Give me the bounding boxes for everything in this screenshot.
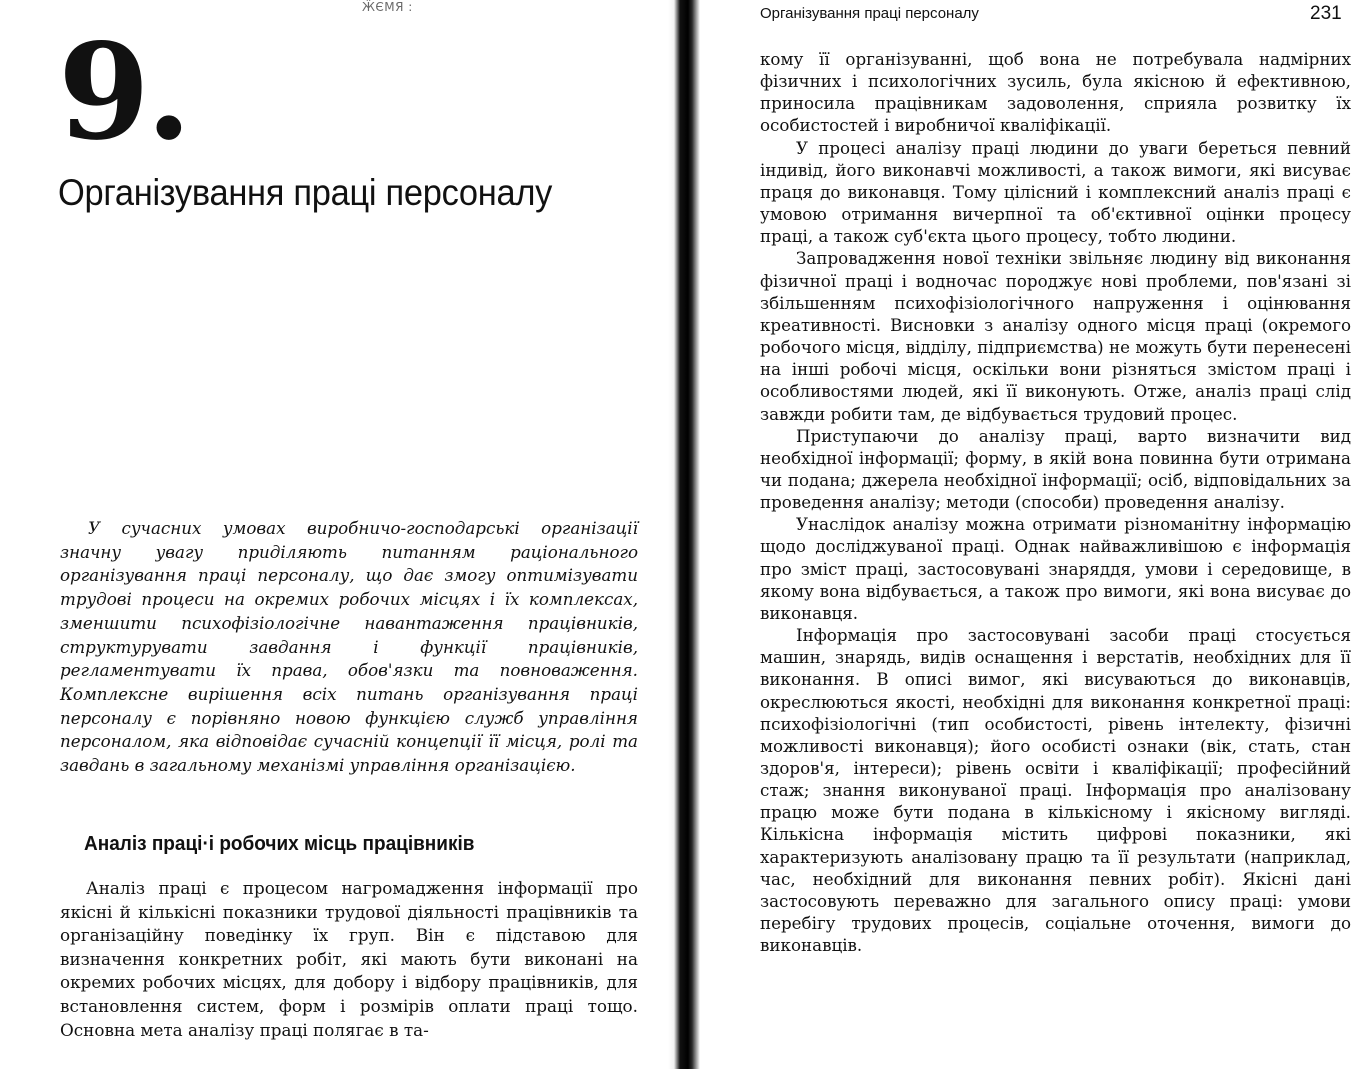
- header-stamp: ӜЄМЯ :: [362, 0, 413, 14]
- chapter-number: 9.: [58, 15, 188, 170]
- paragraph-4: Приступаючи до аналізу праці, варто визначити вид необхідної інформації; форму, в якій вона повинна бути отримана чи подана; джерела необхідної інформації; осіб, відповідальних за проведення аналізу; методи (способи) проведення аналізу.: [760, 425, 1351, 513]
- paragraph-1: кому її організуванні, щоб вона не потребувала надмірних фізичних і психологічних зусиль, була якісною й ефективною, приносила працівникам задоволення, сприяла розвитку їх особистостей і виробничої кваліфікації.: [760, 49, 1351, 136]
- paragraph-6: Інформація про застосовувані засоби праці стосується машин, знарядь, видів оснащення і верстатів, необхідних для її виконання. В описі вимог, які висуваються до виконавців, окреслюються якості, необхідні для виконання конкретної праці: психофізіологічні (тип особистості, рівень інтелекту, фізичні можливості виконавця); його особисті ознаки (вік, стать, стан здоров'я, інтереси); рівень освіти і кваліфікації; професійний стаж; знання виконуваної праці. Інформація про аналізовану працю може бути подана в кількісному і якісному вигляді. Кількісна інформація містить цифрові показники, які характеризують аналізовану працю та її результати (наприклад, час, необхідний для виконання певних робіт). Якісні дані застосовують переважно для загального опису праці: умови перебігу трудових процесів, соціальне оточення, вимоги до виконавців.: [760, 625, 1351, 956]
- paragraph-2: У процесі аналізу праці людини до уваги береться певний індивід, його виконавчі можливості, а також вимоги, які висуває праця до виконавця. Тому цілісний і комплексний аналіз праці є умовою отримання вичерпної та об'єктивної оцінки процесу праці, а також суб'єкта цього процесу, тобто людини.: [760, 137, 1351, 247]
- right-text-column: [760, 48, 1351, 956]
- page-number: 231: [1310, 3, 1342, 24]
- running-head: Організування праці персоналу: [760, 5, 979, 22]
- paragraph-3: Запровадження нової техніки звільняє людину від виконання фізичної праці і водночас породжує нові проблеми, пов'язані зі збільшенням психофізіологічного напруження і оцінювання креативності. Висновки з аналізу одного місця праці (окремого робочого місця, відділу, підприємства) не можуть бути перенесені на інші робочі місця, оскільки вони різняться змістом праці і особливостями людей, які її виконують. Отже, аналіз праці слід завжди робити там, де відбувається трудовий процес.: [760, 248, 1351, 424]
- left-page: [0, 0, 668, 1069]
- right-page: [700, 0, 1361, 1069]
- book-gutter: [668, 0, 700, 1069]
- lead-paragraph: У сучасних умовах виробничо-господарські організації значну увагу приділяють питанням раціонального організування праці персоналу, що дає змогу оптимізувати трудові процеси на окремих робочих місцях і їх комплексах, зменшити психофізіологічне навантаження працівників, структурувати завдання і функції працівників, регламентувати їх права, обов'язки та повноваження. Комплексне вирішення всіх питань організування праці персоналу є порівняно новою функцією служб управління персоналом, яка відповідає сучасній концепції її місця, ролі та завдань в загальному механізмі управління організацією.: [60, 518, 638, 776]
- section-title: Аналіз праці·і робочих місць працівників: [84, 833, 475, 855]
- paragraph-5: Унаслідок аналізу можна отримати різноманітну інформацію щодо досліджуваної праці. Однак найважливішою є інформація про зміст праці, застосовувані знаряддя, умови і середовище, в якому вона відбувається, а також про вимоги, які вона висуває до виконавця.: [760, 514, 1351, 623]
- body-paragraph: Аналіз праці є процесом нагромадження інформації про якісні й кількісні показники трудової діяльності працівників та організаційну поведінку їх груп. Він є підставою для визначення конкретних робіт, які мають бути виконані на окремих робочих місцях, для добору і відбору працівників, для встановлення систем, форм і розмірів оплати праці тощо. Основна мета аналізу праці полягає в та-: [60, 878, 638, 1040]
- chapter-title: Організування праці персоналу: [58, 172, 553, 213]
